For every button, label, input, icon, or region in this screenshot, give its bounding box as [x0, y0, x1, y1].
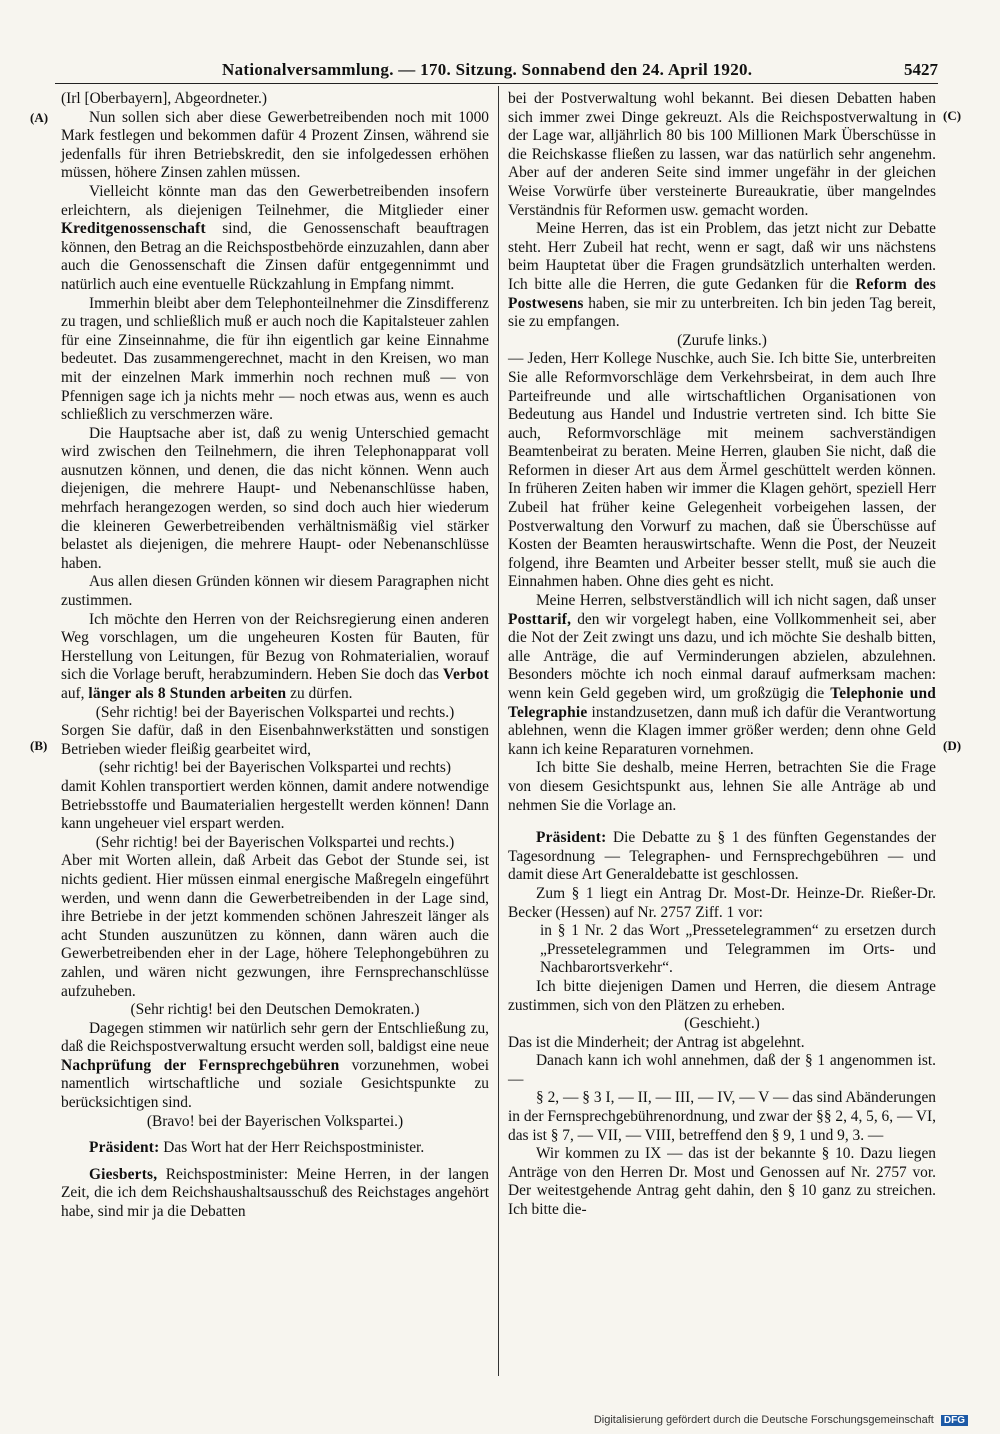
paragraph: Meine Herren, selbstverständlich will ich nicht sagen, daß unser Posttarif, den wir vorgelegt haben, eine Vollkommenheit sei, aber die Not der Zeit zwingt uns dazu, und ich möchte Sie deshalb bitten, alle Anträge, die auf Verminderungen abzielen, abzulehnen. Besonders möchte ich noch einmal darauf aufmerksam machen: wenn kein Geld gegeben wird, um großzügig die Telephonie und Telegraphie instandzusetzen, dann muß ich dafür die Verantwortung ablehnen, wenn die Klagen immer größer werden; denn ohne Geld kann ich keine Reparaturen vornehmen. [508, 592, 936, 758]
paragraph: Die Hauptsache aber ist, daß zu wenig Unterschied gemacht wird zwischen den Teilnehmern, die ihren Telephonapparat voll ausnutzen können, und denen, die das nicht können. Wenn auch diejenigen, die mehrere Haupt- und Nebenanschlüsse haben, mehrfach herangezogen werden, so sind doch auch hier wiederum die kleineren Gewerbetreibenden verhältnismäßig viel stärker belastet als diejenigen, die mehrere Haupt- oder Nebenanschlüsse haben. [61, 424, 489, 572]
interjection: (Geschieht.) [684, 1015, 760, 1033]
page-header [52, 58, 938, 84]
motion-text: in § 1 Nr. 2 das Wort „Pressetelegrammen“ zu ersetzen durch „Pressetelegrammen und Telegrammen im Orts- und Nachbarortsverkehr“. [540, 922, 936, 977]
paragraph: Ich bitte diejenigen Damen und Herren, die diesem Antrage zustimmen, sich von den Plätzen zu erheben. [508, 977, 936, 1014]
interjection: (Zurufe links.) [677, 331, 767, 349]
paragraph: Zum § 1 liegt ein Antrag Dr. Most-Dr. Heinze-Dr. Rießer-Dr. Becker (Hessen) auf Nr. 2757 Ziff. 1 vor: [508, 884, 936, 921]
speaker-name: Giesberts, [89, 1165, 158, 1183]
margin-mark-b: (B) [30, 738, 48, 753]
paragraph: bei der Postverwaltung wohl bekannt. Bei diesen Debatten haben sich immer zwei Dinge gekreuzt. Als die Reichspostverwaltung in der Lage war, alljährlich 80 bis 100 Millionen Mark Überschüsse in die Reichskasse fließen zu lassen, war das natürlich sehr angenehm. Aber auf der anderen Seite sind immer ungefähr in der gleichen Weise Vorwürfe über versteinerte Bureaukratie, über mangelndes Verständnis für Reformen usw. gemacht worden. [508, 90, 936, 219]
margin-mark-a: (A) [30, 110, 49, 125]
paragraph: damit Kohlen transportiert werden können, damit andere notwendige Betriebsstoffe und Baumaterialien hergestellt werden können! Dann kann ungeheuer viel erspart werden. [61, 777, 489, 833]
interjection: (sehr richtig! bei der Bayerischen Volkspartei und rechts) [98, 759, 452, 777]
interjection: (Sehr richtig! bei der Bayerischen Volkspartei und rechts.) [95, 703, 455, 721]
footer-text: Digitalisierung gefördert durch die Deutsche Forschungsgemeinschaft [593, 1414, 934, 1426]
dfg-logo-icon: DFG [941, 1415, 968, 1426]
paragraph: Sorgen Sie dafür, daß in den Eisenbahnwerkstätten und sonstigen Betrieben wieder fleißig gearbeitet wird, [61, 722, 489, 758]
paragraph: § 2, — § 3 I, — II, — III, — IV, — V — das sind Abänderungen in der Fernsprechgebührenordnung, und zwar der §§ 2, 4, 5, 6, — VI, das ist § 7, — VII, — VIII, betreffend den § 9, 1 und 9, 3. — [508, 1089, 936, 1144]
paragraph: Dagegen stimmen wir natürlich sehr gern der Entschließung zu, daß die Reichspostverwaltung ersucht werden soll, baldigst eine neue Nachprüfung der Fernsprechgebühren vorzunehmen, wobei namentlich wirtschaftliche und soziale Gesichtspunkte zu berücksichtigen sind. [61, 1019, 490, 1112]
president-statement: Präsident: Die Debatte zu § 1 des fünften Gegenstandes der Tagesordnung — Telegraphen- und Fernsprechgebühren — und damit diese Art Generaldebatte ist geschlossen. [508, 829, 936, 884]
paragraph: Aus allen diesen Gründen können wir diesem Paragraphen nicht zustimmen. [61, 573, 489, 610]
paragraph: Wir kommen zu IX — das ist der bekannte § 10. Dazu liegen Anträge von den Herren Dr. Most und Genossen auf Nr. 2757 vor. Der weitestgehende Antrag geht dahin, den § 10 ganz zu streichen. Ich bitte die- [508, 1145, 936, 1219]
paragraph: Das ist die Minderheit; der Antrag ist abgelehnt. [508, 1033, 805, 1051]
paragraph: Vielleicht könnte man das den Gewerbetreibenden insofern erleichtern, als diejenigen Teilnehmer, die Mitglieder einer Kreditgenossenschaft sind, die Genossenschaft beauftragen können, den Betrag an die Reichspostbehörde einzuzahlen, dann aber auch die Genossenschaft die Zinsen dafür entgegennimmt und natürlich auch eine eventuelle Rückzahlung in Empfang nimmt. [61, 182, 489, 293]
speaker-continuation: (Irl [Oberbayern], Abgeordneter.) [61, 90, 267, 107]
header-title: Nationalversammlung. — 170. Sitzung. Sonnabend den 24. April 1920. [222, 60, 753, 79]
margin-mark-d: (D) [943, 738, 962, 753]
speaker-name: Präsident: [536, 829, 607, 847]
page-number: 5427 [904, 60, 938, 79]
left-column [61, 90, 489, 1222]
paragraph: Meine Herren, das ist ein Problem, das jetzt nicht zur Debatte steht. Herr Zubeil hat recht, wenn er sagt, daß wir uns nächstens beim Hauptetat über die Fragen grundsätzlich unterhalten werden. Ich bitte alle die Herren, die gute Gedanken für die Reform des Postwesens haben, sie mir zu unterbreiten. Ich bin jeden Tag bereit, sie zu empfangen. [508, 220, 936, 331]
paragraph: Immerhin bleibt aber dem Telephonteilnehmer die Zinsdifferenz zu tragen, und schließlich muß er auch noch die Kapitalsteuer zahlen für eine Zinseinnahme, die für ihn eigentlich gar keine Einnahme bedeutet. Das zusammengerechnet, macht in den Kreisen, wo man mit der einzelnen Mark immerhin noch rechnen muß — von Pfennigen sage ich ja nichts mehr — noch etwas aus, wenn es auch schließlich zu verschmerzen wäre. [61, 294, 489, 424]
interjection: (Sehr richtig! bei der Bayerischen Volkspartei und rechts.) [95, 833, 455, 851]
digitization-footer [594, 1414, 968, 1426]
paragraph: Ich möchte den Herren von der Reichsregierung einen anderen Weg vorschlagen, um die ungeheuren Kosten für Bauten, für Herstellung von Leitungen, für Bezug von Rohmaterialien, worauf sich die Vorlage beruft, herabzumindern. Heben Sie doch das Verbot auf, länger als 8 Stunden arbeiten zu dürfen. [61, 610, 489, 702]
paragraph: — Jeden, Herr Kollege Nuschke, auch Sie. Ich bitte Sie, unterbreiten Sie alle Reformvorschläge dem Verkehrsbeirat, in dem auch Ihre Parteifreunde und alle wirtschaftlichen Organisationen von Bedeutung aus Handel und Industrie vertreten sind. Ich bitte Sie auch, Reformvorschläge mit meinem sachverständigen Beamtenbeirat zu beraten. Meine Herren, glauben Sie nicht, daß die Reformen in dieser Art aus dem Ärmel geschüttelt werden können. In früheren Zeiten haben wir immer die Klagen gehört, speziell Herr Zubeil hat früher keine Gelegenheit vorbeigehen lassen, der Postverwaltung den Vorwurf zu machen, daß sie Überschüsse auf Kosten der Beamten herauswirtschafte. Wenn die Post, der Neuzeit folgend, ihre Beamten und Arbeiter besser stellt, muß sie auch die Einnahmen haben. Ohne dies geht es nicht. [508, 350, 936, 591]
interjection: (Sehr richtig! bei den Deutschen Demokraten.) [130, 1001, 420, 1019]
right-column [508, 90, 936, 1220]
paragraph: Danach kann ich wohl annehmen, daß der § 1 angenommen ist. — [508, 1052, 936, 1088]
margin-mark-c: (C) [943, 108, 962, 123]
paragraph: Aber mit Worten allein, daß Arbeit das Gebot der Stunde sei, ist nichts gedient. Hier müssen einmal energische Maßregeln eingeführt werden, und wenn dann die Gewerbetreibenden in der Lage sind, ihre Betriebe in der jetzt kommenden schönen Jahreszeit länger als acht Stunden auszunützen zu können, dann wären auch die Gewerbetreibenden eher in der Lage, höhere Telephongebühren zu zahlen, und wären nicht gezwungen, ihre Fernsprechanschlüsse aufzuheben. [61, 852, 489, 1000]
column-divider [498, 86, 499, 1376]
president-statement: Präsident: Das Wort hat der Herr Reichspostminister. [89, 1139, 425, 1157]
header-rule [55, 83, 938, 84]
paragraph: Ich bitte Sie deshalb, meine Herren, betrachten Sie die Frage von diesem Gesichtspunkt aus, lehnen Sie alle Anträge ab und nehmen Sie die Vorlage an. [508, 759, 936, 814]
paragraph: Nun sollen sich aber diese Gewerbetreibenden noch mit 1000 Mark festlegen und bekommen dafür 4 Prozent Zinsen, während sie jedenfalls für ihren Betriebskredit, den sie infolgedessen erhöhen müssen, höhere Zinsen zahlen müssen. [61, 108, 489, 182]
interjection: (Bravo! bei der Bayerischen Volkspartei.) [146, 1112, 404, 1130]
minister-statement: Giesberts, Reichspostminister: Meine Herren, in der langen Zeit, die ich dem Reichshaushaltsausschuß des Reichstages angehört habe, sind mir ja die Debatten [61, 1165, 489, 1221]
speaker-name: Präsident: [89, 1139, 160, 1157]
